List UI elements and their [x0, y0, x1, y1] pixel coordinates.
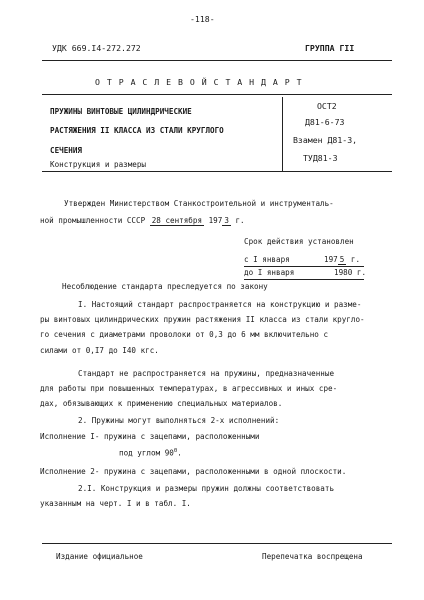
body-p1-line-4: силами от 0,I7 до I40 кгс. [40, 346, 159, 355]
title-subtitle: Конструкция и размеры [50, 160, 147, 169]
standard-kind: О Т Р А С Л Е В О Й С Т А Н Д А Р Т [95, 77, 303, 87]
body-p2-line-3: дах, обязывающих к применению специальных материалов. [40, 399, 283, 408]
title-line-1: ПРУЖИНЫ ВИНТОВЫЕ ЦИЛИНДРИЧЕСКИЕ [50, 107, 192, 116]
validity-to-year [334, 268, 366, 277]
body-variant-2: Исполнение 2- пружина с зацепами, расположенными в одной плоскости. [40, 467, 347, 476]
validity-from [244, 255, 370, 264]
approval-ministry: ной промышленности СССР [40, 216, 146, 225]
title-rule [42, 171, 392, 172]
ost-label: ОСТ2 [317, 101, 337, 111]
body-p6-line-2: указанным на черт. I и в табл. I. [40, 499, 191, 508]
validity-to-suffix: г. [356, 268, 367, 277]
validity-from-suffix: г. [350, 255, 361, 264]
header-rule-top [42, 60, 392, 61]
validity-to-label: до I января [244, 268, 295, 277]
title-divider [282, 97, 283, 171]
validity-title: Срок действия установлен [244, 237, 354, 246]
approval-line-1: Утвержден Министерством Станкостроительной и инструменталь- [64, 199, 334, 208]
title-line-2: РАСТЯЖЕНИЯ II КЛАССА ИЗ СТАЛИ КРУГЛОГО [50, 126, 224, 135]
body-variant-1-line-1: Исполнение I- пружина с зацепами, расположенными [40, 432, 260, 441]
body-p6-line-1: 2.I. Конструкция и размеры пружин должны соответствовать [78, 484, 335, 493]
footer-rule [42, 543, 392, 544]
validity-from-rule [244, 266, 364, 267]
body-p1-line-1: I. Настоящий стандарт распространяется на конструкцию и разме- [78, 300, 362, 309]
group-code: ГРУППА ГII [305, 43, 355, 53]
body-p1-line-3: го сечения с диаметрами проволоки от 0,3 до 6 мм включительно с [40, 330, 329, 339]
replaces-label: Взамен Д81-3, [293, 135, 358, 145]
approval-year-digit: 3 [224, 216, 229, 225]
footer-official-edition: Издание официальное [56, 552, 143, 561]
approval-line-2 [40, 216, 245, 226]
replaces-value: ТУД81-3 [303, 153, 338, 163]
body-variant-1-period: . [177, 448, 182, 458]
body-variant-1-line-2 [119, 448, 182, 458]
approval-date: 28 сентября [151, 216, 203, 225]
validity-to [244, 268, 370, 277]
body-variant-1-angle: под углом 90 [119, 448, 174, 458]
page-number: -118- [190, 14, 215, 24]
title-line-3: СЕЧЕНИЯ [50, 146, 83, 155]
approval-year-suffix: г. [235, 216, 245, 225]
body-p2-line-2: для работы при повышенных температурах, в агрессивных и иных сре- [40, 384, 338, 393]
validity-to-rule [244, 279, 364, 280]
validity-from-year-digit: 5 [339, 255, 345, 264]
body-p2-line-1: Стандарт не распространяется на пружины, предназначенные [78, 369, 335, 378]
validity-from-label: с I января [244, 255, 290, 264]
body-p1-line-2: ры винтовых цилиндрических пружин растяжения II класса из стали кругло- [40, 315, 365, 324]
ost-number: Д81-6-73 [305, 117, 345, 127]
body-p3: 2. Пружины могут выполняться 2-х исполнений: [78, 416, 280, 425]
udk-code: УДК 669.I4-272.272 [52, 43, 141, 53]
validity-from-year [324, 255, 360, 265]
body-law-notice: Несоблюдение стандарта преследуется по закону [62, 282, 268, 291]
body-variant-1-degree: 0 [173, 448, 178, 454]
approval-year-prefix: 197 [208, 216, 223, 225]
header-rule-bottom [42, 94, 392, 95]
footer-reprint-prohibited: Перепечатка воспрещена [262, 552, 363, 561]
validity-from-year-prefix: 197 [324, 255, 338, 264]
validity-to-year-value: 1980 [334, 268, 353, 277]
